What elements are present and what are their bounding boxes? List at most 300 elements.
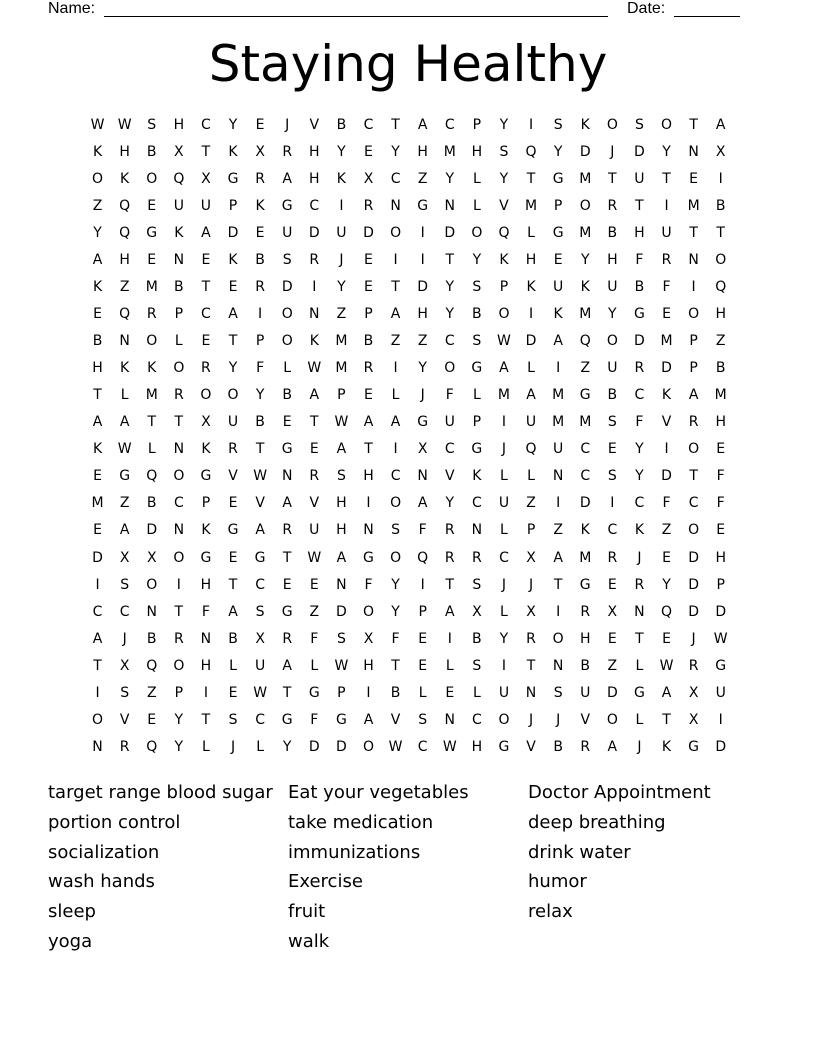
grid-letter[interactable]: G bbox=[715, 657, 727, 674]
grid-letter[interactable]: N bbox=[688, 143, 699, 160]
grid-letter[interactable]: L bbox=[147, 441, 156, 458]
grid-letter[interactable]: G bbox=[308, 684, 320, 701]
grid-letter[interactable]: I bbox=[393, 251, 398, 268]
grid-letter[interactable]: Y bbox=[174, 738, 184, 755]
grid-letter[interactable]: E bbox=[93, 305, 102, 322]
grid-letter[interactable]: K bbox=[634, 522, 645, 539]
grid-letter[interactable]: P bbox=[553, 197, 563, 214]
grid-letter[interactable]: L bbox=[527, 468, 535, 485]
grid-letter[interactable]: T bbox=[662, 711, 671, 728]
grid-letter[interactable]: B bbox=[255, 251, 265, 268]
grid-letter[interactable]: H bbox=[634, 224, 645, 241]
grid-letter[interactable]: H bbox=[309, 170, 320, 187]
grid-letter[interactable]: I bbox=[420, 224, 425, 241]
grid-letter[interactable]: Q bbox=[146, 468, 158, 485]
grid-letter[interactable]: D bbox=[661, 360, 672, 377]
grid-letter[interactable]: J bbox=[556, 711, 561, 728]
grid-letter[interactable]: X bbox=[119, 657, 130, 674]
grid-letter[interactable]: B bbox=[607, 224, 618, 241]
grid-letter[interactable]: G bbox=[281, 197, 293, 214]
grid-letter[interactable]: Y bbox=[418, 360, 427, 377]
grid-letter[interactable]: X bbox=[174, 143, 184, 160]
grid-letter[interactable]: F bbox=[662, 495, 671, 512]
grid-letter[interactable]: C bbox=[580, 441, 591, 458]
grid-letter[interactable]: M bbox=[145, 387, 158, 404]
grid-letter[interactable]: E bbox=[364, 251, 373, 268]
grid-letter[interactable]: I bbox=[501, 414, 507, 431]
grid-letter[interactable]: E bbox=[716, 522, 726, 539]
grid-letter[interactable]: I bbox=[664, 197, 669, 214]
grid-letter[interactable]: R bbox=[580, 738, 591, 755]
grid-letter[interactable]: E bbox=[228, 549, 238, 566]
grid-letter[interactable]: R bbox=[607, 549, 618, 566]
grid-letter[interactable]: D bbox=[308, 224, 320, 241]
grid-letter[interactable]: T bbox=[255, 441, 265, 458]
grid-letter[interactable]: R bbox=[282, 630, 293, 647]
grid-letter[interactable]: R bbox=[282, 143, 293, 160]
grid-letter[interactable]: Y bbox=[174, 711, 184, 728]
grid-letter[interactable]: E bbox=[716, 441, 726, 458]
grid-letter[interactable]: Y bbox=[635, 468, 644, 485]
grid-letter[interactable]: E bbox=[255, 116, 265, 133]
grid-letter[interactable]: L bbox=[472, 170, 481, 187]
grid-letter[interactable]: E bbox=[418, 657, 428, 674]
grid-letter[interactable]: Z bbox=[119, 278, 130, 295]
grid-letter[interactable]: W bbox=[388, 738, 403, 755]
grid-letter[interactable]: M bbox=[579, 224, 592, 241]
grid-letter[interactable]: I bbox=[339, 197, 344, 214]
grid-letter[interactable]: B bbox=[715, 197, 726, 214]
grid-letter[interactable]: E bbox=[93, 468, 102, 485]
grid-letter[interactable]: O bbox=[173, 468, 185, 485]
grid-letter[interactable]: U bbox=[525, 414, 537, 431]
grid-letter[interactable]: B bbox=[228, 630, 238, 647]
grid-letter[interactable]: Y bbox=[445, 170, 455, 187]
grid-letter[interactable]: A bbox=[499, 360, 509, 377]
grid-letter[interactable]: C bbox=[92, 603, 103, 620]
grid-letter[interactable]: T bbox=[174, 414, 184, 431]
grid-letter[interactable]: D bbox=[634, 143, 645, 160]
grid-letter[interactable]: Y bbox=[337, 143, 346, 160]
grid-letter[interactable]: Z bbox=[336, 305, 347, 322]
grid-letter[interactable]: A bbox=[661, 684, 672, 701]
grid-letter[interactable]: U bbox=[607, 278, 618, 295]
grid-letter[interactable]: X bbox=[119, 549, 130, 566]
grid-letter[interactable]: R bbox=[471, 549, 482, 566]
grid-letter[interactable]: I bbox=[312, 278, 317, 295]
grid-letter[interactable]: D bbox=[579, 143, 591, 160]
grid-letter[interactable]: B bbox=[363, 333, 374, 350]
grid-letter[interactable]: G bbox=[552, 224, 564, 241]
grid-letter[interactable]: I bbox=[556, 495, 561, 512]
grid-letter[interactable]: E bbox=[607, 441, 617, 458]
grid-letter[interactable]: K bbox=[147, 360, 157, 377]
grid-letter[interactable]: Z bbox=[715, 333, 726, 350]
grid-letter[interactable]: U bbox=[173, 197, 184, 214]
grid-letter[interactable]: Z bbox=[390, 333, 401, 350]
grid-letter[interactable]: Q bbox=[661, 603, 673, 620]
grid-letter[interactable]: U bbox=[444, 414, 455, 431]
grid-letter[interactable]: Y bbox=[499, 116, 509, 133]
grid-letter[interactable]: Z bbox=[309, 603, 320, 620]
grid-letter[interactable]: E bbox=[445, 684, 455, 701]
grid-letter[interactable]: Z bbox=[417, 170, 428, 187]
grid-letter[interactable]: H bbox=[363, 657, 374, 674]
grid-letter[interactable]: A bbox=[363, 711, 374, 728]
grid-letter[interactable]: B bbox=[472, 630, 482, 647]
grid-letter[interactable]: L bbox=[310, 657, 319, 674]
grid-letter[interactable]: R bbox=[173, 630, 184, 647]
grid-letter[interactable]: I bbox=[610, 495, 615, 512]
grid-letter[interactable]: S bbox=[255, 603, 265, 620]
grid-letter[interactable]: J bbox=[528, 711, 534, 728]
grid-letter[interactable]: Z bbox=[661, 522, 672, 539]
grid-letter[interactable]: P bbox=[364, 305, 373, 322]
grid-letter[interactable]: T bbox=[201, 278, 211, 295]
grid-letter[interactable]: P bbox=[174, 684, 184, 701]
grid-letter[interactable]: U bbox=[553, 441, 564, 458]
grid-letter[interactable]: S bbox=[418, 711, 428, 728]
grid-letter[interactable]: J bbox=[691, 630, 696, 647]
grid-letter[interactable]: T bbox=[201, 711, 211, 728]
grid-letter[interactable]: B bbox=[553, 738, 563, 755]
grid-letter[interactable]: O bbox=[579, 197, 591, 214]
grid-letter[interactable]: M bbox=[443, 143, 456, 160]
grid-letter[interactable]: I bbox=[556, 603, 561, 620]
grid-letter[interactable]: U bbox=[661, 224, 672, 241]
grid-letter[interactable]: R bbox=[444, 549, 455, 566]
grid-letter[interactable]: N bbox=[525, 684, 537, 701]
grid-letter[interactable]: D bbox=[146, 522, 158, 539]
grid-letter[interactable]: Z bbox=[119, 495, 130, 512]
grid-letter[interactable]: Q bbox=[173, 170, 185, 187]
grid-letter[interactable]: N bbox=[444, 197, 455, 214]
grid-letter[interactable]: X bbox=[255, 143, 265, 160]
grid-letter[interactable]: E bbox=[607, 576, 617, 593]
grid-letter[interactable]: S bbox=[391, 522, 401, 539]
grid-letter[interactable]: X bbox=[688, 711, 699, 728]
grid-letter[interactable]: G bbox=[281, 603, 293, 620]
grid-letter[interactable]: M bbox=[579, 414, 592, 431]
grid-letter[interactable]: R bbox=[688, 414, 699, 431]
grid-letter[interactable]: C bbox=[173, 495, 184, 512]
grid-letter[interactable]: E bbox=[147, 197, 157, 214]
grid-letter[interactable]: D bbox=[688, 603, 699, 620]
grid-letter[interactable]: P bbox=[228, 197, 238, 214]
grid-letter[interactable]: X bbox=[688, 684, 699, 701]
grid-letter[interactable]: C bbox=[255, 576, 265, 593]
grid-letter[interactable]: G bbox=[579, 576, 591, 593]
grid-letter[interactable]: I bbox=[664, 441, 669, 458]
grid-letter[interactable]: Q bbox=[146, 657, 158, 674]
grid-letter[interactable]: A bbox=[282, 170, 292, 187]
grid-letter[interactable]: Q bbox=[498, 224, 510, 241]
grid-letter[interactable]: P bbox=[689, 360, 698, 377]
grid-letter[interactable]: Y bbox=[391, 143, 400, 160]
grid-letter[interactable]: X bbox=[201, 170, 211, 187]
grid-letter[interactable]: M bbox=[579, 549, 592, 566]
grid-letter[interactable]: G bbox=[688, 738, 700, 755]
grid-letter[interactable]: G bbox=[471, 441, 483, 458]
grid-letter[interactable]: I bbox=[95, 684, 100, 701]
grid-letter[interactable]: N bbox=[173, 441, 185, 458]
grid-letter[interactable]: Y bbox=[445, 305, 455, 322]
grid-letter[interactable]: O bbox=[661, 116, 673, 133]
grid-letter[interactable]: I bbox=[528, 305, 534, 322]
grid-letter[interactable]: F bbox=[445, 387, 454, 404]
grid-letter[interactable]: I bbox=[718, 711, 723, 728]
grid-letter[interactable]: Y bbox=[255, 387, 265, 404]
grid-letter[interactable]: E bbox=[364, 278, 373, 295]
grid-letter[interactable]: T bbox=[310, 414, 319, 431]
grid-letter[interactable]: N bbox=[552, 468, 564, 485]
grid-letter[interactable]: O bbox=[606, 333, 618, 350]
grid-letter[interactable]: G bbox=[417, 414, 429, 431]
grid-letter[interactable]: R bbox=[444, 522, 455, 539]
grid-letter[interactable]: B bbox=[92, 333, 103, 350]
grid-letter[interactable]: H bbox=[336, 522, 347, 539]
grid-letter[interactable]: A bbox=[715, 116, 726, 133]
grid-letter[interactable]: N bbox=[92, 738, 103, 755]
grid-letter[interactable]: S bbox=[336, 468, 346, 485]
grid-letter[interactable]: U bbox=[309, 522, 320, 539]
grid-letter[interactable]: R bbox=[119, 738, 130, 755]
grid-letter[interactable]: Q bbox=[579, 333, 591, 350]
grid-letter[interactable]: N bbox=[173, 251, 185, 268]
name-line[interactable] bbox=[104, 16, 608, 17]
grid-letter[interactable]: C bbox=[634, 387, 645, 404]
grid-letter[interactable]: O bbox=[92, 170, 104, 187]
grid-letter[interactable]: E bbox=[201, 333, 211, 350]
grid-letter[interactable]: S bbox=[607, 414, 617, 431]
grid-letter[interactable]: E bbox=[228, 684, 238, 701]
grid-letter[interactable]: T bbox=[391, 278, 400, 295]
grid-letter[interactable]: D bbox=[444, 224, 456, 241]
grid-letter[interactable]: V bbox=[580, 711, 591, 728]
grid-letter[interactable]: C bbox=[688, 495, 699, 512]
grid-letter[interactable]: I bbox=[176, 576, 181, 593]
grid-letter[interactable]: Z bbox=[580, 360, 591, 377]
grid-letter[interactable]: O bbox=[92, 711, 104, 728]
grid-letter[interactable]: W bbox=[713, 630, 728, 647]
grid-letter[interactable]: V bbox=[255, 495, 265, 512]
grid-letter[interactable]: V bbox=[228, 468, 238, 485]
grid-letter[interactable]: V bbox=[390, 711, 401, 728]
grid-letter[interactable]: H bbox=[417, 305, 428, 322]
grid-letter[interactable]: C bbox=[444, 441, 455, 458]
grid-letter[interactable]: N bbox=[173, 522, 185, 539]
grid-letter[interactable]: B bbox=[715, 360, 726, 377]
grid-letter[interactable]: L bbox=[229, 657, 237, 674]
grid-letter[interactable]: M bbox=[91, 495, 104, 512]
grid-letter[interactable]: D bbox=[715, 603, 727, 620]
grid-letter[interactable]: E bbox=[255, 224, 265, 241]
grid-letter[interactable]: T bbox=[201, 143, 211, 160]
grid-letter[interactable]: N bbox=[444, 711, 455, 728]
grid-letter[interactable]: T bbox=[553, 576, 563, 593]
grid-letter[interactable]: W bbox=[307, 360, 322, 377]
grid-letter[interactable]: L bbox=[527, 360, 535, 377]
grid-letter[interactable]: Q bbox=[119, 305, 131, 322]
grid-letter[interactable]: S bbox=[120, 684, 130, 701]
grid-letter[interactable]: K bbox=[228, 143, 238, 160]
grid-letter[interactable]: C bbox=[255, 711, 265, 728]
grid-letter[interactable]: V bbox=[526, 738, 536, 755]
grid-letter[interactable]: O bbox=[688, 441, 700, 458]
grid-letter[interactable]: A bbox=[363, 414, 374, 431]
grid-letter[interactable]: C bbox=[119, 603, 130, 620]
grid-letter[interactable]: G bbox=[633, 684, 645, 701]
grid-letter[interactable]: J bbox=[501, 576, 507, 593]
grid-letter[interactable]: K bbox=[661, 387, 672, 404]
grid-letter[interactable]: M bbox=[497, 387, 510, 404]
grid-letter[interactable]: O bbox=[173, 657, 185, 674]
grid-letter[interactable]: E bbox=[309, 441, 319, 458]
grid-letter[interactable]: X bbox=[472, 603, 482, 620]
grid-letter[interactable]: C bbox=[201, 305, 211, 322]
grid-letter[interactable]: S bbox=[336, 630, 346, 647]
grid-letter[interactable]: S bbox=[120, 576, 130, 593]
grid-letter[interactable]: Z bbox=[553, 522, 563, 539]
grid-letter[interactable]: E bbox=[662, 549, 671, 566]
grid-letter[interactable]: N bbox=[200, 630, 212, 647]
grid-letter[interactable]: F bbox=[635, 414, 644, 431]
grid-letter[interactable]: C bbox=[390, 170, 401, 187]
grid-letter[interactable]: S bbox=[553, 684, 563, 701]
grid-letter[interactable]: L bbox=[500, 522, 508, 539]
grid-letter[interactable]: I bbox=[393, 441, 398, 458]
grid-letter[interactable]: T bbox=[93, 387, 102, 404]
grid-letter[interactable]: I bbox=[420, 576, 425, 593]
grid-letter[interactable]: A bbox=[526, 387, 536, 404]
grid-letter[interactable]: E bbox=[553, 251, 563, 268]
grid-letter[interactable]: U bbox=[336, 224, 347, 241]
grid-letter[interactable]: Y bbox=[93, 224, 102, 241]
grid-letter[interactable]: Y bbox=[662, 576, 671, 593]
grid-letter[interactable]: U bbox=[634, 170, 645, 187]
grid-letter[interactable]: M bbox=[579, 170, 592, 187]
grid-letter[interactable]: P bbox=[174, 305, 184, 322]
grid-letter[interactable]: K bbox=[526, 278, 536, 295]
grid-letter[interactable]: N bbox=[552, 657, 564, 674]
grid-letter[interactable]: F bbox=[716, 468, 725, 485]
grid-letter[interactable]: R bbox=[309, 468, 320, 485]
grid-letter[interactable]: U bbox=[553, 278, 564, 295]
grid-letter[interactable]: Z bbox=[417, 333, 428, 350]
grid-letter[interactable]: A bbox=[228, 305, 238, 322]
grid-letter[interactable]: H bbox=[363, 468, 374, 485]
grid-letter[interactable]: H bbox=[715, 305, 726, 322]
grid-letter[interactable]: A bbox=[417, 495, 428, 512]
grid-letter[interactable]: T bbox=[662, 170, 671, 187]
grid-letter[interactable]: F bbox=[364, 576, 373, 593]
grid-letter[interactable]: T bbox=[689, 468, 698, 485]
grid-letter[interactable]: C bbox=[363, 116, 374, 133]
grid-letter[interactable]: C bbox=[444, 333, 455, 350]
grid-letter[interactable]: A bbox=[444, 603, 455, 620]
grid-letter[interactable]: X bbox=[363, 170, 374, 187]
grid-letter[interactable]: N bbox=[688, 251, 699, 268]
grid-letter[interactable]: M bbox=[714, 387, 727, 404]
grid-letter[interactable]: T bbox=[391, 116, 400, 133]
grid-letter[interactable]: H bbox=[200, 576, 212, 593]
grid-letter[interactable]: H bbox=[173, 116, 185, 133]
grid-letter[interactable]: R bbox=[309, 251, 320, 268]
grid-letter[interactable]: W bbox=[117, 441, 132, 458]
grid-letter[interactable]: N bbox=[281, 468, 293, 485]
grid-letter[interactable]: R bbox=[201, 360, 211, 377]
grid-letter[interactable]: L bbox=[283, 360, 292, 377]
grid-letter[interactable]: I bbox=[691, 278, 696, 295]
grid-letter[interactable]: N bbox=[146, 603, 157, 620]
grid-letter[interactable]: Y bbox=[472, 251, 482, 268]
grid-letter[interactable]: C bbox=[471, 711, 482, 728]
grid-letter[interactable]: T bbox=[689, 116, 698, 133]
grid-letter[interactable]: E bbox=[228, 495, 238, 512]
grid-letter[interactable]: Y bbox=[580, 251, 590, 268]
grid-letter[interactable]: G bbox=[227, 522, 239, 539]
grid-letter[interactable]: A bbox=[688, 387, 699, 404]
grid-letter[interactable]: A bbox=[607, 738, 618, 755]
grid-letter[interactable]: B bbox=[282, 387, 292, 404]
grid-letter[interactable]: Y bbox=[337, 278, 346, 295]
grid-letter[interactable]: G bbox=[200, 468, 212, 485]
grid-letter[interactable]: Q bbox=[417, 549, 429, 566]
grid-letter[interactable]: M bbox=[579, 305, 592, 322]
grid-letter[interactable]: K bbox=[92, 441, 103, 458]
grid-letter[interactable]: R bbox=[661, 251, 672, 268]
grid-letter[interactable]: K bbox=[309, 333, 319, 350]
grid-letter[interactable]: O bbox=[146, 333, 158, 350]
grid-letter[interactable]: J bbox=[610, 143, 615, 160]
grid-letter[interactable]: E bbox=[147, 251, 157, 268]
grid-letter[interactable]: P bbox=[337, 387, 346, 404]
grid-letter[interactable]: K bbox=[201, 522, 211, 539]
grid-letter[interactable]: A bbox=[228, 603, 238, 620]
grid-letter[interactable]: X bbox=[526, 549, 536, 566]
grid-letter[interactable]: U bbox=[715, 684, 726, 701]
grid-letter[interactable]: M bbox=[145, 278, 158, 295]
grid-letter[interactable]: H bbox=[715, 549, 726, 566]
grid-letter[interactable]: Z bbox=[146, 684, 157, 701]
grid-letter[interactable]: W bbox=[497, 333, 511, 350]
grid-letter[interactable]: P bbox=[689, 333, 698, 350]
grid-letter[interactable]: V bbox=[444, 468, 455, 485]
grid-letter[interactable]: M bbox=[660, 333, 673, 350]
grid-letter[interactable]: D bbox=[308, 738, 320, 755]
grid-letter[interactable]: R bbox=[255, 278, 265, 295]
grid-letter[interactable]: I bbox=[420, 251, 425, 268]
grid-letter[interactable]: T bbox=[635, 197, 644, 214]
grid-letter[interactable]: W bbox=[659, 657, 674, 674]
grid-letter[interactable]: F bbox=[662, 278, 671, 295]
grid-letter[interactable]: L bbox=[472, 684, 481, 701]
grid-letter[interactable]: C bbox=[499, 549, 509, 566]
grid-letter[interactable]: X bbox=[363, 630, 374, 647]
grid-letter[interactable]: K bbox=[92, 143, 103, 160]
grid-letter[interactable]: O bbox=[606, 711, 618, 728]
grid-letter[interactable]: E bbox=[282, 414, 292, 431]
grid-letter[interactable]: B bbox=[255, 414, 265, 431]
grid-letter[interactable]: T bbox=[364, 441, 373, 458]
grid-letter[interactable]: A bbox=[282, 495, 292, 512]
grid-letter[interactable]: Y bbox=[553, 143, 563, 160]
grid-letter[interactable]: B bbox=[146, 143, 157, 160]
grid-letter[interactable]: E bbox=[309, 576, 319, 593]
grid-letter[interactable]: Q bbox=[119, 197, 131, 214]
grid-letter[interactable]: A bbox=[92, 251, 103, 268]
grid-letter[interactable]: Q bbox=[146, 738, 158, 755]
